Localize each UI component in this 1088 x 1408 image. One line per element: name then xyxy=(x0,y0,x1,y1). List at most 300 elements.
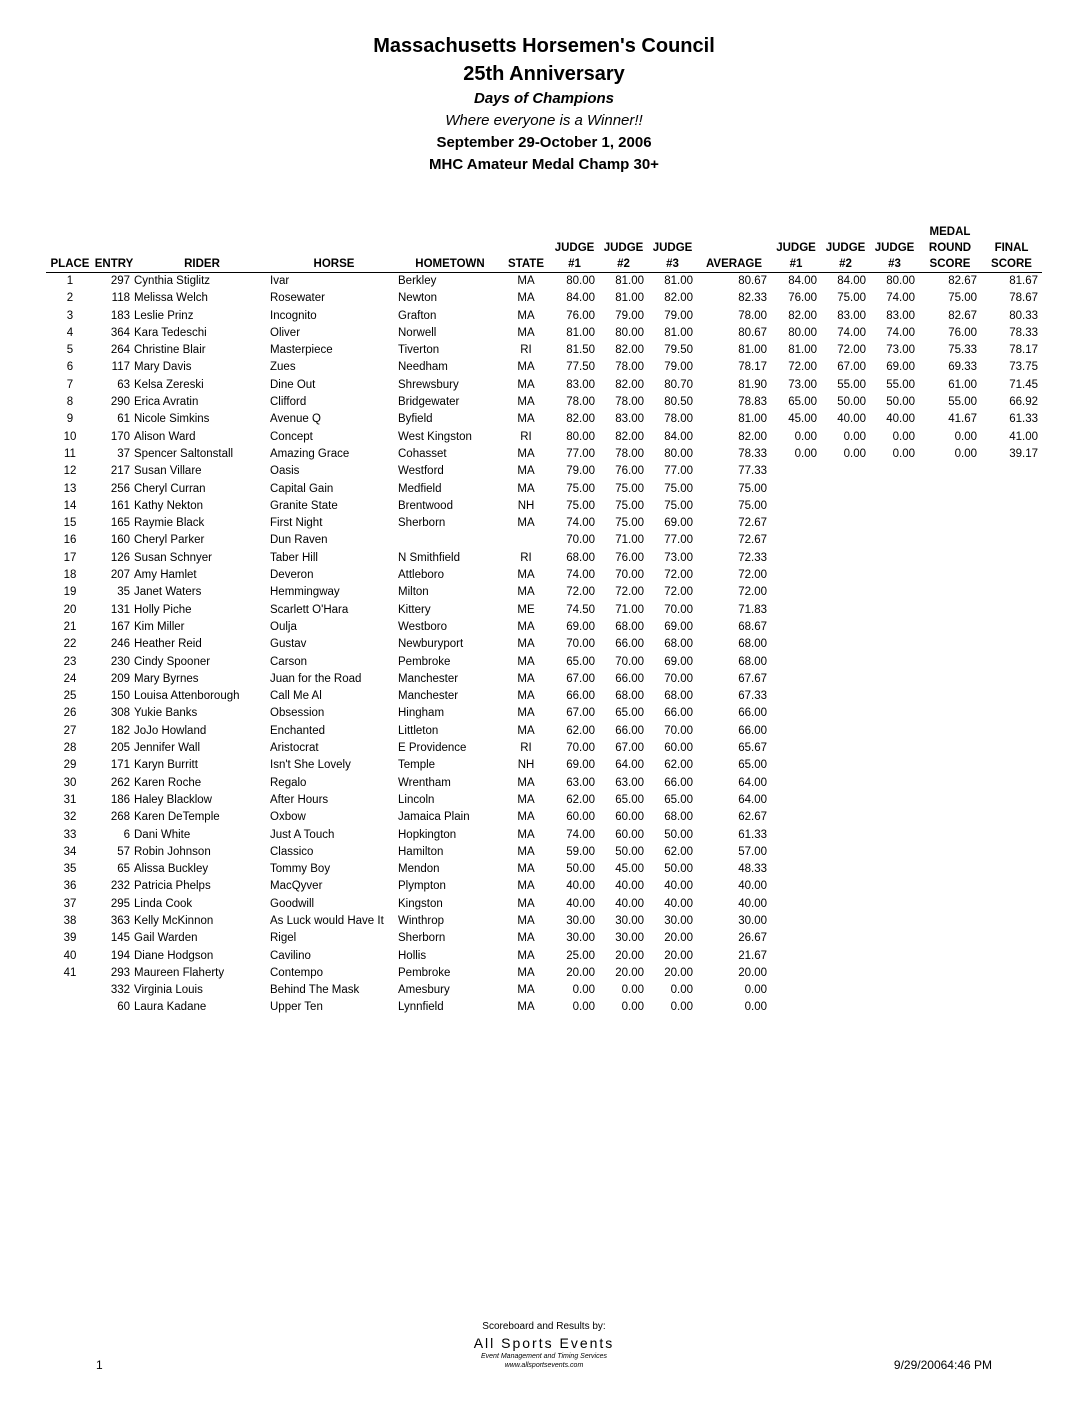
cell-judge-3: 69.00 xyxy=(664,655,693,668)
cell-horse: After Hours xyxy=(270,793,329,806)
table-row xyxy=(46,705,1042,722)
cell-state: NH xyxy=(517,499,535,512)
cell-medal-round-score xyxy=(919,532,981,549)
cell-horse: Zues xyxy=(270,361,296,374)
cell-horse: Juan for the Road xyxy=(270,672,362,685)
cell-final-score: 78.17 xyxy=(1009,344,1038,357)
table-row xyxy=(46,308,1042,325)
cell-average: 67.67 xyxy=(738,672,767,685)
cell-judge-3: 70.00 xyxy=(664,672,693,685)
cell-medal-judge-3: 74.00 xyxy=(886,292,915,305)
cell-judge-3: 30.00 xyxy=(664,914,693,927)
cell-entry: 117 xyxy=(111,361,130,374)
cell-medal-judge-2 xyxy=(821,844,870,861)
table-row xyxy=(46,446,1042,463)
cell-state: MA xyxy=(517,863,535,876)
cell-medal-round-score xyxy=(919,723,981,740)
col-average: AVERAGE xyxy=(705,258,763,270)
cell-horse: Hemmingway xyxy=(270,586,340,599)
cell-judge-1: 77.50 xyxy=(566,361,595,374)
cell-judge-3: 78.00 xyxy=(664,413,693,426)
cell-hometown: Westboro xyxy=(398,620,448,633)
cell-judge-3: 0.00 xyxy=(670,984,693,997)
cell-final-score xyxy=(981,602,1042,619)
cell-hometown: Manchester xyxy=(398,672,459,685)
cell-hometown: Hopkington xyxy=(398,828,457,841)
cell-medal-round-score: 76.00 xyxy=(948,326,977,339)
page-title: Massachusetts Horsemen's Council xyxy=(373,35,715,57)
cell-hometown: Winthrop xyxy=(398,914,445,927)
table-row xyxy=(46,948,1042,965)
cell-state: MA xyxy=(517,690,535,703)
cell-judge-3: 79.50 xyxy=(664,344,693,357)
cell-judge-2: 82.00 xyxy=(615,430,644,443)
cell-hometown: Plympton xyxy=(398,880,446,893)
cell-final-score xyxy=(981,982,1042,999)
cell-medal-judge-3 xyxy=(870,532,919,549)
cell-judge-1: 80.00 xyxy=(566,430,595,443)
cell-judge-3: 81.00 xyxy=(664,326,693,339)
cell-horse: Just A Touch xyxy=(270,828,335,841)
cell-entry: 65 xyxy=(117,863,130,876)
cell-hometown: Attleboro xyxy=(398,569,445,582)
cell-state: MA xyxy=(517,776,535,789)
cell-state: MA xyxy=(517,655,535,668)
cell-average: 40.00 xyxy=(738,880,767,893)
cell-average: 57.00 xyxy=(738,845,767,858)
cell-judge-2: 78.00 xyxy=(615,396,644,409)
cell-entry: 364 xyxy=(110,326,130,339)
cell-medal-judge-1 xyxy=(771,775,821,792)
cell-state: MA xyxy=(517,482,535,495)
cell-entry: 182 xyxy=(110,724,130,737)
cell-medal-round-score xyxy=(919,913,981,930)
cell-place: 25 xyxy=(63,690,77,703)
cell-judge-1: 74.00 xyxy=(566,569,595,582)
cell-hometown: Shrewsbury xyxy=(398,378,459,391)
table-row xyxy=(46,688,1042,705)
cell-horse: Dine Out xyxy=(270,378,316,391)
cell-medal-judge-3 xyxy=(870,654,919,671)
table-row xyxy=(46,999,1042,1016)
cell-medal-round-score xyxy=(919,827,981,844)
cell-entry: 207 xyxy=(110,569,130,582)
cell-rider: Karyn Burritt xyxy=(134,759,198,772)
cell-place: 17 xyxy=(63,551,77,564)
cell-judge-1: 81.00 xyxy=(566,326,595,339)
cell-medal-judge-1 xyxy=(771,982,821,999)
cell-horse: Oasis xyxy=(270,465,300,478)
table-row xyxy=(46,359,1042,376)
cell-judge-3: 20.00 xyxy=(664,966,693,979)
cell-rider: Raymie Black xyxy=(134,517,205,530)
cell-rider: Kara Tedeschi xyxy=(134,326,207,339)
cell-place: 31 xyxy=(63,793,77,806)
cell-judge-1: 70.00 xyxy=(566,638,595,651)
cell-judge-1: 77.00 xyxy=(566,447,595,460)
cell-average: 68.67 xyxy=(738,620,767,633)
table-row xyxy=(46,844,1042,861)
company-tagline: Event Management and Timing Services xyxy=(481,1353,607,1360)
cell-place: 27 xyxy=(63,724,77,737)
cell-judge-3: 79.00 xyxy=(664,361,693,374)
cell-rider: Cynthia Stiglitz xyxy=(134,273,270,291)
cell-judge-1: 66.00 xyxy=(566,690,595,703)
cell-entry: 308 xyxy=(110,707,130,720)
cell-rider: Karen Roche xyxy=(134,776,202,789)
cell-judge-2: 40.00 xyxy=(615,897,644,910)
cell-medal-judge-2 xyxy=(821,999,870,1016)
cell-medal-round-score xyxy=(919,636,981,653)
cell-medal-judge-2 xyxy=(821,481,870,498)
cell-final-score: 41.00 xyxy=(1009,430,1038,443)
cell-rider: Maureen Flaherty xyxy=(134,966,225,979)
col-entry: ENTRY xyxy=(94,258,134,270)
cell-entry: 161 xyxy=(110,499,130,512)
cell-horse: Rigel xyxy=(270,932,297,945)
cell-horse: Behind The Mask xyxy=(270,984,360,997)
cell-medal-round-score xyxy=(919,792,981,809)
cell-medal-judge-2 xyxy=(821,809,870,826)
table-row xyxy=(46,740,1042,757)
cell-judge-2: 0.00 xyxy=(621,984,644,997)
cell-entry: 35 xyxy=(117,586,130,599)
cell-final-score xyxy=(981,463,1042,480)
cell-state: MA xyxy=(517,880,535,893)
cell-entry: 194 xyxy=(110,949,130,962)
cell-medal-judge-3: 40.00 xyxy=(886,413,915,426)
cell-rider: Jennifer Wall xyxy=(134,742,201,755)
col-final-1: FINAL xyxy=(994,242,1029,254)
cell-medal-round-score xyxy=(919,965,981,982)
cell-place: 22 xyxy=(63,638,77,651)
table-row xyxy=(46,827,1042,844)
cell-hometown: Wrentham xyxy=(398,776,451,789)
cell-judge-2: 81.00 xyxy=(615,292,644,305)
cell-hometown: Temple xyxy=(398,759,436,772)
table-row xyxy=(46,654,1042,671)
cell-judge-1: 25.00 xyxy=(566,949,595,962)
cell-average: 71.83 xyxy=(738,603,767,616)
cell-judge-3: 79.00 xyxy=(664,309,693,322)
cell-rider: Cheryl Parker xyxy=(134,534,205,547)
table-row xyxy=(46,878,1042,895)
cell-judge-2: 80.00 xyxy=(615,326,644,339)
table-row xyxy=(46,757,1042,774)
cell-place: 41 xyxy=(63,966,77,979)
cell-horse: Isn't She Lovely xyxy=(270,759,351,772)
cell-hometown: Lincoln xyxy=(398,793,435,806)
cell-state: MA xyxy=(517,914,535,927)
cell-entry: 332 xyxy=(110,984,130,997)
cell-horse: Scarlett O'Hara xyxy=(270,603,349,616)
cell-medal-round-score xyxy=(919,602,981,619)
cell-medal-judge-3 xyxy=(870,775,919,792)
cell-final-score xyxy=(981,844,1042,861)
cell-medal-judge-2 xyxy=(821,688,870,705)
cell-rider: Linda Cook xyxy=(134,897,193,910)
cell-judge-3: 80.00 xyxy=(664,447,693,460)
cell-medal-judge-1 xyxy=(771,498,821,515)
cell-final-score xyxy=(981,948,1042,965)
col-judge-3: #3 xyxy=(666,258,679,270)
cell-state: MA xyxy=(517,811,535,824)
cell-judge-1: 20.00 xyxy=(566,966,595,979)
class-name: MHC Amateur Medal Champ 30+ xyxy=(429,156,659,173)
cell-state xyxy=(502,532,550,549)
cell-judge-2: 64.00 xyxy=(615,759,644,772)
cell-judge-3: 68.00 xyxy=(664,638,693,651)
cell-medal-judge-3 xyxy=(870,896,919,913)
cell-medal-round-score xyxy=(919,861,981,878)
cell-medal-round-score xyxy=(919,982,981,999)
cell-judge-2: 75.00 xyxy=(615,499,644,512)
cell-average: 65.00 xyxy=(738,759,767,772)
cell-medal-judge-2: 83.00 xyxy=(837,309,866,322)
cell-judge-1: 82.00 xyxy=(566,413,595,426)
cell-place: 9 xyxy=(66,413,74,426)
col-judge-label-3: JUDGE xyxy=(652,242,693,254)
cell-rider: Mary Davis xyxy=(134,361,192,374)
cell-horse: Contempo xyxy=(270,966,324,979)
cell-state: MA xyxy=(517,586,535,599)
cell-state: RI xyxy=(520,430,532,443)
cell-judge-2: 68.00 xyxy=(615,690,644,703)
cell-horse: Capital Gain xyxy=(270,482,334,495)
cell-state: NH xyxy=(517,759,535,772)
cell-medal-round-score xyxy=(919,567,981,584)
cell-average: 64.00 xyxy=(738,793,767,806)
cell-judge-2: 79.00 xyxy=(615,309,644,322)
page-number: 1 xyxy=(96,1358,103,1372)
cell-state: MA xyxy=(517,897,535,910)
cell-medal-judge-2 xyxy=(821,878,870,895)
cell-medal-judge-3 xyxy=(870,688,919,705)
cell-medal-judge-1 xyxy=(771,896,821,913)
cell-hometown: Berkley xyxy=(398,273,502,291)
cell-final-score xyxy=(981,636,1042,653)
cell-judge-1: 70.00 xyxy=(566,742,595,755)
cell-place: 26 xyxy=(63,707,77,720)
cell-medal-judge-2 xyxy=(821,567,870,584)
cell-medal-judge-1: 72.00 xyxy=(788,361,817,374)
cell-average: 77.33 xyxy=(738,465,767,478)
cell-judge-3: 80.50 xyxy=(664,396,693,409)
cell-average: 78.00 xyxy=(738,309,767,322)
anniversary-subtitle: 25th Anniversary xyxy=(463,63,625,85)
cell-judge-1: 0.00 xyxy=(572,984,595,997)
cell-judge-1: 72.00 xyxy=(566,586,595,599)
cell-average: 66.00 xyxy=(738,724,767,737)
table-row xyxy=(46,896,1042,913)
cell-final-score: 61.33 xyxy=(1009,413,1038,426)
cell-rider: Susan Schnyer xyxy=(134,551,212,564)
cell-medal-round-score xyxy=(919,584,981,601)
cell-medal-judge-2 xyxy=(821,896,870,913)
cell-judge-1: 67.00 xyxy=(566,672,595,685)
cell-medal-judge-2: 67.00 xyxy=(837,361,866,374)
cell-medal-round-score xyxy=(919,844,981,861)
cell-medal-judge-2 xyxy=(821,740,870,757)
cell-rider: Virginia Louis xyxy=(134,984,203,997)
cell-medal-round-score: 69.33 xyxy=(948,361,977,374)
cell-medal-judge-3 xyxy=(870,567,919,584)
cell-medal-judge-3 xyxy=(870,999,919,1016)
cell-medal-judge-3 xyxy=(870,636,919,653)
cell-rider: Spencer Saltonstall xyxy=(134,447,234,460)
cell-place: 40 xyxy=(63,949,77,962)
cell-medal-judge-1 xyxy=(771,827,821,844)
cell-final-score xyxy=(981,896,1042,913)
cell-medal-judge-1 xyxy=(771,619,821,636)
cell-hometown: Cohasset xyxy=(398,447,447,460)
cell-hometown: Bridgewater xyxy=(398,396,460,409)
cell-medal-judge-3 xyxy=(870,584,919,601)
cell-rider: Gail Warden xyxy=(134,932,198,945)
cell-judge-3: 70.00 xyxy=(664,724,693,737)
cell-medal-judge-2 xyxy=(821,861,870,878)
cell-entry: 171 xyxy=(110,759,130,772)
cell-final-score xyxy=(981,532,1042,549)
cell-judge-2: 78.00 xyxy=(615,361,644,374)
cell-average: 68.00 xyxy=(738,638,767,651)
cell-medal-round-score xyxy=(919,999,981,1016)
cell-medal-judge-2 xyxy=(821,671,870,688)
cell-judge-2: 75.00 xyxy=(615,482,644,495)
cell-medal-judge-1 xyxy=(771,654,821,671)
table-row xyxy=(46,498,1042,515)
cell-medal-judge-2 xyxy=(821,965,870,982)
cell-medal-judge-1 xyxy=(771,740,821,757)
cell-medal-judge-1: 0.00 xyxy=(794,447,817,460)
cell-state: MA xyxy=(517,569,535,582)
table-row xyxy=(46,550,1042,567)
col-hometown: HOMETOWN xyxy=(415,258,485,270)
cell-horse: Masterpiece xyxy=(270,344,333,357)
cell-state: MA xyxy=(517,447,535,460)
cell-medal-judge-3 xyxy=(870,861,919,878)
cell-medal-judge-2 xyxy=(821,930,870,947)
cell-final-score: 80.33 xyxy=(1009,309,1038,322)
cell-rider: Janet Waters xyxy=(134,586,202,599)
cell-horse: Clifford xyxy=(270,396,307,409)
cell-hometown: Sherborn xyxy=(398,517,446,530)
results-table-body xyxy=(46,273,1042,1017)
cell-medal-judge-3 xyxy=(870,602,919,619)
cell-state: MA xyxy=(517,966,535,979)
cell-medal-round-score xyxy=(919,775,981,792)
cell-rider: Karen DeTemple xyxy=(134,811,220,824)
cell-entry: 256 xyxy=(110,482,130,495)
cell-place: 24 xyxy=(63,672,77,685)
cell-medal-judge-2 xyxy=(821,775,870,792)
cell-place: 4 xyxy=(66,326,74,339)
cell-place: 30 xyxy=(63,776,77,789)
cell-average: 64.00 xyxy=(738,776,767,789)
cell-medal-judge-1 xyxy=(771,723,821,740)
cell-rider: Diane Hodgson xyxy=(134,949,214,962)
cell-medal-round-score xyxy=(919,498,981,515)
cell-medal-round-score xyxy=(919,948,981,965)
cell-medal-judge-1 xyxy=(771,705,821,722)
cell-entry: 150 xyxy=(110,690,130,703)
cell-medal-judge-1 xyxy=(771,999,821,1016)
cell-horse: Ivar xyxy=(270,273,398,291)
cell-medal-judge-1 xyxy=(771,965,821,982)
cell-horse: As Luck would Have It xyxy=(270,914,384,927)
cell-medal-judge-3: 83.00 xyxy=(886,309,915,322)
table-row xyxy=(46,481,1042,498)
cell-medal-judge-2: 55.00 xyxy=(837,378,866,391)
cell-judge-2: 40.00 xyxy=(615,880,644,893)
cell-place: 36 xyxy=(63,880,77,893)
cell-place: 34 xyxy=(63,845,77,858)
cell-judge-2: 66.00 xyxy=(615,672,644,685)
table-row xyxy=(46,377,1042,394)
cell-judge-3: 84.00 xyxy=(664,430,693,443)
table-row xyxy=(46,463,1042,480)
cell-average: 67.33 xyxy=(738,690,767,703)
cell-medal-judge-2: 84.00 xyxy=(821,273,870,291)
cell-place: 2 xyxy=(66,292,74,305)
cell-judge-1: 30.00 xyxy=(566,932,595,945)
cell-judge-2: 0.00 xyxy=(621,1001,644,1014)
cell-final-score xyxy=(981,999,1042,1016)
cell-hometown: Pembroke xyxy=(398,655,451,668)
cell-medal-round-score xyxy=(919,878,981,895)
cell-judge-3: 77.00 xyxy=(664,465,693,478)
cell-place xyxy=(46,982,94,999)
cell-judge-2: 78.00 xyxy=(615,447,644,460)
cell-final-score xyxy=(981,654,1042,671)
cell-judge-3: 50.00 xyxy=(664,863,693,876)
cell-medal-judge-1: 82.00 xyxy=(788,309,817,322)
cell-state: MA xyxy=(517,361,535,374)
cell-rider: Haley Blacklow xyxy=(134,793,212,806)
cell-place: 12 xyxy=(63,465,77,478)
col-place: PLACE xyxy=(50,258,90,270)
table-row xyxy=(46,290,1042,307)
cell-average: 78.83 xyxy=(738,396,767,409)
cell-rider: Laura Kadane xyxy=(134,1001,207,1014)
cell-entry: 232 xyxy=(110,880,130,893)
cell-horse: Oulja xyxy=(270,620,297,633)
cell-judge-3: 40.00 xyxy=(664,897,693,910)
page-header xyxy=(0,32,1088,176)
cell-final-score xyxy=(981,688,1042,705)
cell-medal-judge-1 xyxy=(771,861,821,878)
cell-state: MA xyxy=(517,378,535,391)
table-row xyxy=(46,273,1042,291)
cell-judge-1: 62.00 xyxy=(566,793,595,806)
cell-judge-2: 20.00 xyxy=(615,966,644,979)
cell-horse: Dun Raven xyxy=(270,534,328,547)
cell-medal-judge-3 xyxy=(870,913,919,930)
cell-rider: Dani White xyxy=(134,828,191,841)
cell-medal-judge-1 xyxy=(771,567,821,584)
cell-medal-judge-3 xyxy=(870,878,919,895)
cell-judge-2: 20.00 xyxy=(615,949,644,962)
cell-judge-1: 62.00 xyxy=(566,724,595,737)
cell-medal-judge-1: 0.00 xyxy=(794,430,817,443)
col-medal-judge-2: #2 xyxy=(839,258,852,270)
table-row xyxy=(46,809,1042,826)
cell-judge-3: 72.00 xyxy=(664,569,693,582)
cell-medal-judge-3 xyxy=(870,948,919,965)
cell-horse: Concept xyxy=(270,430,313,443)
cell-medal-judge-2 xyxy=(821,792,870,809)
cell-final-score xyxy=(981,498,1042,515)
